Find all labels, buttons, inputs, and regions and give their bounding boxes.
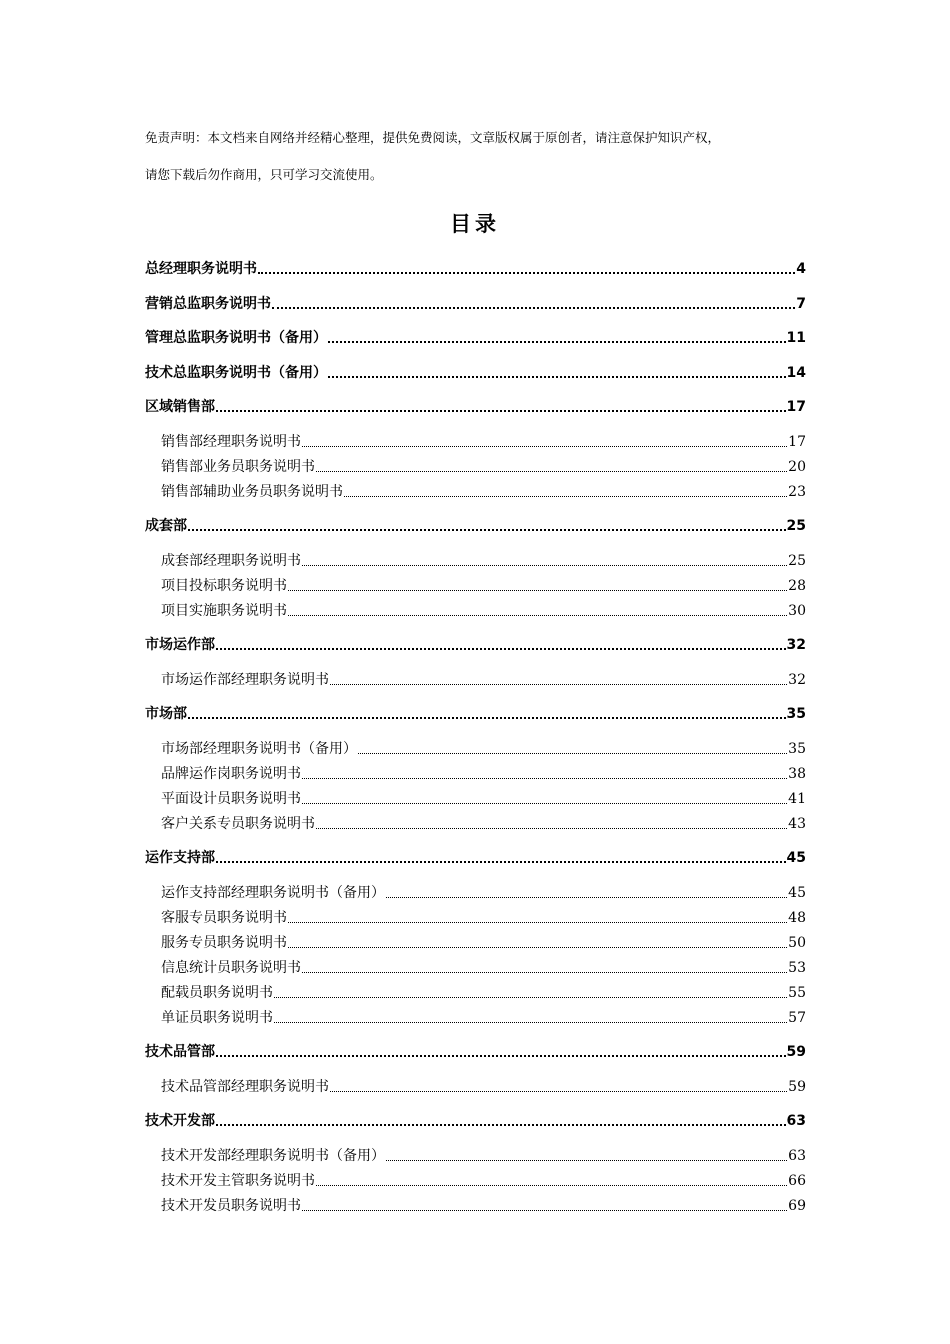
- toc-dot-leader: [216, 648, 786, 650]
- toc-dot-leader: [358, 753, 787, 754]
- toc-entry-item[interactable]: [161, 600, 806, 620]
- toc-entry-page-number: 63: [786, 1113, 806, 1129]
- toc-entry-page-number: 11: [786, 330, 806, 346]
- toc-entry-label: 管理总监职务说明书（备用）: [145, 330, 327, 346]
- toc-entry-item[interactable]: [161, 1076, 806, 1096]
- toc-dot-leader: [302, 972, 787, 973]
- toc-dot-leader: [316, 1185, 787, 1186]
- toc-entry-section[interactable]: [145, 1110, 806, 1130]
- toc-entry-item[interactable]: [161, 481, 806, 501]
- toc-entry-page-number: 25: [788, 552, 806, 569]
- toc-dot-leader: [274, 997, 787, 998]
- toc-dot-leader: [288, 947, 787, 948]
- toc-entry-page-number: 50: [788, 934, 806, 951]
- toc-entry-page-number: 45: [786, 850, 806, 866]
- toc-entry-label: 技术总监职务说明书（备用）: [145, 364, 327, 381]
- toc-dot-leader: [188, 717, 786, 719]
- toc-entry-label: 成套部经理职务说明书: [161, 552, 301, 569]
- toc-entry-label: 市场运作部: [145, 637, 215, 653]
- toc-entry-label: 市场部: [145, 706, 187, 722]
- toc-dot-leader: [316, 471, 787, 472]
- toc-entry-page-number: 41: [788, 790, 806, 807]
- toc-entry-label: 配载员职务说明书: [161, 984, 273, 1001]
- toc-entry-section[interactable]: [145, 515, 806, 535]
- toc-entry-page-number: 17: [788, 433, 806, 450]
- toc-entry-page-number: 48: [788, 909, 806, 926]
- toc-dot-leader: [386, 1160, 787, 1161]
- toc-entry-section[interactable]: [145, 362, 806, 382]
- toc-entry-item[interactable]: [161, 813, 806, 833]
- toc-entry-page-number: 30: [788, 602, 806, 619]
- toc-entry-label: 技术开发部经理职务说明书（备用）: [161, 1147, 385, 1164]
- toc-entry-label: 技术开发部: [145, 1113, 215, 1129]
- toc-dot-leader: [188, 529, 786, 531]
- toc-entry-page-number: 14: [786, 364, 806, 381]
- toc-dot-leader: [328, 376, 786, 378]
- toc-entry-section[interactable]: [145, 703, 806, 723]
- toc-entry-page-number: 25: [786, 518, 806, 534]
- toc-dot-leader: [288, 615, 787, 616]
- toc-entry-label: 信息统计员职务说明书: [161, 959, 301, 976]
- toc-entry-label: 客服专员职务说明书: [161, 909, 287, 926]
- toc-dot-leader: [302, 778, 787, 779]
- toc-entry-label: 客户关系专员职务说明书: [161, 815, 315, 832]
- toc-entry-item[interactable]: [161, 907, 806, 927]
- toc-entry-page-number: 69: [788, 1197, 806, 1214]
- toc-dot-leader: [302, 1210, 787, 1211]
- toc-entry-label: 市场运作部经理职务说明书: [161, 671, 329, 688]
- toc-entry-label: 技术品管部: [145, 1044, 215, 1060]
- toc-entry-page-number: 4: [796, 261, 806, 277]
- toc-dot-leader: [258, 272, 795, 274]
- toc-dot-leader: [386, 897, 787, 898]
- toc-entry-page-number: 63: [788, 1147, 806, 1164]
- toc-entry-item[interactable]: [161, 763, 806, 783]
- toc-entry-item[interactable]: [161, 431, 806, 451]
- toc-dot-leader: [330, 1091, 787, 1092]
- toc-dot-leader: [216, 410, 786, 412]
- toc-entry-item[interactable]: [161, 882, 806, 902]
- toc-entry-label: 运作支持部经理职务说明书（备用）: [161, 884, 385, 901]
- toc-entry-page-number: 43: [788, 815, 806, 832]
- toc-entry-page-number: 32: [786, 637, 806, 653]
- toc-dot-leader: [328, 341, 786, 343]
- toc-entry-section[interactable]: [145, 634, 806, 654]
- toc-entry-label: 技术开发主管职务说明书: [161, 1172, 315, 1189]
- toc-entry-section[interactable]: [145, 396, 806, 416]
- toc-entry-item[interactable]: [161, 1007, 806, 1027]
- toc-entry-label: 单证员职务说明书: [161, 1009, 273, 1026]
- toc-entry-label: 总经理职务说明书: [145, 261, 257, 277]
- toc-entry-section[interactable]: [145, 1041, 806, 1061]
- toc-entry-page-number: 32: [788, 671, 806, 688]
- disclaimer-line-2: 请您下载后勿作商用，只可学习交流使用。: [145, 167, 383, 182]
- toc-entry-label: 项目实施职务说明书: [161, 602, 287, 619]
- toc-entry-section[interactable]: [145, 327, 806, 347]
- toc-entry-page-number: 7: [796, 295, 806, 312]
- toc-entry-label: 销售部辅助业务员职务说明书: [161, 483, 343, 500]
- toc-dot-leader: [288, 922, 787, 923]
- toc-entry-label: 服务专员职务说明书: [161, 934, 287, 951]
- toc-entry-page-number: 45: [788, 884, 806, 901]
- toc-entry-label: 销售部业务员职务说明书: [161, 458, 315, 475]
- toc-dot-leader: [216, 861, 786, 863]
- toc-dot-leader: [302, 565, 787, 566]
- toc-entry-item[interactable]: [161, 669, 806, 689]
- toc-dot-leader: [302, 446, 787, 447]
- toc-entry-label: 成套部: [145, 518, 187, 534]
- toc-entry-section[interactable]: [145, 293, 806, 313]
- toc-dot-leader: [302, 803, 787, 804]
- disclaimer-line-1: 免责声明：本文档来自网络并经精心整理，提供免费阅读，文章版权属于原创者，请注意保护知识产权，: [145, 130, 721, 145]
- toc-entry-page-number: 17: [786, 399, 806, 415]
- toc-dot-leader: [216, 1124, 786, 1126]
- toc-entry-section[interactable]: [145, 258, 806, 278]
- toc-title: 目录: [450, 212, 500, 236]
- toc-entry-page-number: 35: [786, 706, 806, 722]
- toc-entry-label: 项目投标职务说明书: [161, 577, 287, 594]
- toc-entry-item[interactable]: [161, 575, 806, 595]
- toc-entry-item[interactable]: [161, 982, 806, 1002]
- toc-entry-page-number: 35: [788, 740, 806, 757]
- toc-entry-label: 销售部经理职务说明书: [161, 433, 301, 450]
- toc-entry-page-number: 38: [788, 765, 806, 782]
- toc-dot-leader: [316, 828, 787, 829]
- toc-entry-item[interactable]: [161, 1145, 806, 1165]
- toc-entry-item[interactable]: [161, 1195, 806, 1215]
- toc-dot-leader: [274, 1022, 787, 1023]
- toc-entry-item[interactable]: [161, 957, 806, 977]
- toc-entry-page-number: 55: [788, 984, 806, 1001]
- toc-entry-item[interactable]: [161, 788, 806, 808]
- toc-entry-item[interactable]: [161, 932, 806, 952]
- toc-entry-page-number: 59: [786, 1044, 806, 1060]
- toc-entry-item[interactable]: [161, 456, 806, 476]
- toc-entry-item[interactable]: [161, 1170, 806, 1190]
- toc-entry-page-number: 28: [788, 577, 806, 594]
- toc-entry-item[interactable]: [161, 550, 806, 570]
- toc-entry-section[interactable]: [145, 847, 806, 867]
- toc-entry-page-number: 57: [788, 1009, 806, 1026]
- toc-entry-label: 品牌运作岗职务说明书: [161, 765, 301, 782]
- toc-entry-item[interactable]: [161, 738, 806, 758]
- toc-entry-page-number: 23: [788, 483, 806, 500]
- toc-dot-leader: [216, 1055, 786, 1057]
- toc-dot-leader: [330, 684, 787, 685]
- toc-entry-page-number: 53: [788, 959, 806, 976]
- toc-entry-label: 技术品管部经理职务说明书: [161, 1078, 329, 1095]
- toc-entry-page-number: 20: [788, 458, 806, 475]
- toc-entry-page-number: 66: [788, 1172, 806, 1189]
- toc-entry-label: 平面设计员职务说明书: [161, 790, 301, 807]
- toc-dot-leader: [344, 496, 787, 497]
- toc-entry-page-number: 59: [788, 1078, 806, 1095]
- toc-entry-label: 市场部经理职务说明书（备用）: [161, 740, 357, 757]
- toc-dot-leader: [272, 307, 795, 309]
- toc-dot-leader: [288, 590, 787, 591]
- toc-entry-label: 营销总监职务说明书: [145, 295, 271, 312]
- toc-entry-label: 区域销售部: [145, 399, 215, 415]
- toc-entry-label: 运作支持部: [145, 850, 215, 866]
- toc-entry-label: 技术开发员职务说明书: [161, 1197, 301, 1214]
